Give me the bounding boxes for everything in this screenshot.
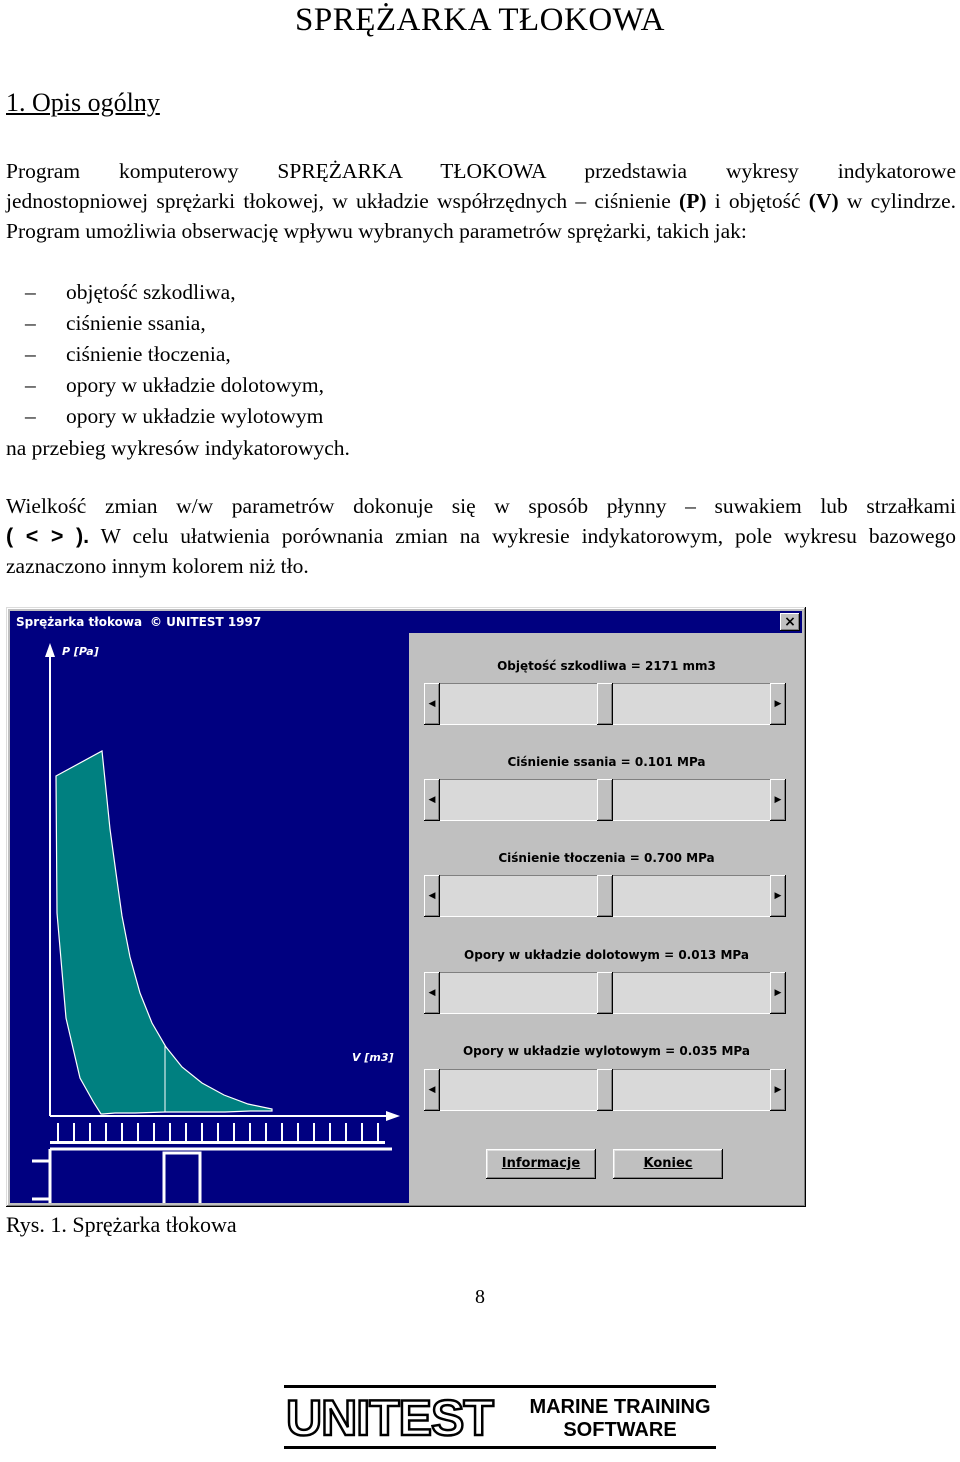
arrow-left-icon[interactable]: ◀ — [424, 683, 440, 725]
cylinder-top-fins — [58, 1123, 378, 1141]
list-item — [6, 370, 324, 401]
x-axis-arrow-icon — [386, 1111, 400, 1121]
page-title: SPRĘŻARKA TŁOKOWA — [294, 2, 665, 38]
list-item-text: ciśnienie tłoczenia, — [66, 342, 231, 366]
inlet-resistance-slider[interactable] — [424, 972, 786, 1014]
base-diagram-fill — [56, 751, 272, 1114]
dash-bullet: – — [25, 404, 36, 428]
logo-subtitle — [522, 1396, 718, 1442]
slider-thumb[interactable] — [597, 683, 613, 725]
arrow-right-icon[interactable]: ▶ — [770, 1069, 786, 1111]
section-heading: 1. Opis ogólny — [6, 88, 160, 117]
list-item — [6, 401, 324, 432]
paragraph-2-body — [6, 521, 956, 581]
list-item-text: opory w układzie dolotowym, — [66, 373, 324, 397]
paragraph-2 — [6, 491, 956, 581]
arrow-right-icon[interactable]: ▶ — [770, 779, 786, 821]
cylinder-top-wall — [50, 1141, 385, 1144]
intro-text-c: w cylindrze. Program umożliwia obserwację wpływu wybranych parametrów sprężarki, takich jak: — [6, 189, 956, 243]
intro-text-a: jednostopniowej sprężarki tłokowej, w układzie współrzędnych – ciśnienie — [6, 189, 680, 213]
suction-pressure-label: Ciśnienie ssania = 0.101 MPa — [507, 755, 706, 769]
paragraph-2-line-1: Wielkość zmian w/w parametrów dokonuje się w sposób płynny – suwakiem lub strzałkami — [6, 494, 956, 518]
window-copyright: © UNITEST 1997 — [150, 615, 262, 629]
parameter-list — [6, 277, 324, 432]
window-title: Sprężarka tłokowa — [16, 615, 143, 629]
inlet-resistance-label: Opory w układzie dolotowym = 0.013 MPa — [464, 948, 749, 962]
unitest-logo: UNITEST — [286, 1390, 493, 1446]
slider-thumb[interactable] — [597, 875, 613, 917]
arrow-left-icon[interactable]: ◀ — [424, 972, 440, 1014]
indicator-diagram-svg — [10, 633, 409, 1203]
close-icon[interactable]: × — [780, 613, 800, 631]
closing-line: na przebieg wykresów indykatorowych. — [6, 436, 350, 460]
list-item — [6, 339, 324, 370]
arrow-right-icon[interactable]: ▶ — [770, 972, 786, 1014]
list-item-text: ciśnienie ssania, — [66, 311, 206, 335]
arrow-right-icon[interactable]: ▶ — [770, 683, 786, 725]
x-axis-label: V [m3] — [352, 1051, 394, 1064]
indicator-diagram — [10, 633, 409, 1203]
list-item — [6, 277, 324, 308]
app-window-screenshot — [6, 607, 806, 1207]
intro-text-b: i objętość — [706, 189, 809, 213]
outlet-resistance-slider[interactable] — [424, 1069, 786, 1111]
controls-panel — [410, 633, 803, 1204]
arrow-left-icon[interactable]: ◀ — [424, 779, 440, 821]
intro-body — [6, 186, 956, 246]
paragraph-2-text: W celu ułatwienia porównania zmian na wykresie indykatorowym, pole wykresu bazowego zaznaczono innym kolorem niż tło. — [6, 524, 956, 578]
arrow-symbols: ( < > ). — [6, 524, 90, 548]
volume-symbol: (V) — [808, 189, 839, 213]
list-item-text: opory w układzie wylotowym — [66, 404, 324, 428]
y-axis-arrow-icon — [45, 643, 55, 657]
dead-volume-slider[interactable] — [424, 683, 786, 725]
pressure-symbol: (P) — [679, 189, 707, 213]
info-button[interactable]: Informacje — [486, 1149, 596, 1179]
intro-line-1: Program komputerowy SPRĘŻARKA TŁOKOWA przedstawia wykresy indykatorowe — [6, 159, 956, 183]
dash-bullet: – — [25, 342, 36, 366]
piston — [164, 1153, 200, 1203]
end-button[interactable]: Koniec — [613, 1149, 723, 1179]
discharge-pressure-label: Ciśnienie tłoczenia = 0.700 MPa — [498, 851, 715, 865]
logo-subtitle-line-2: SOFTWARE — [563, 1419, 677, 1441]
dash-bullet: – — [25, 280, 36, 304]
arrow-left-icon[interactable]: ◀ — [424, 1069, 440, 1111]
arrow-left-icon[interactable]: ◀ — [424, 875, 440, 917]
arrow-right-icon[interactable]: ▶ — [770, 875, 786, 917]
y-axis-label: P [Pa] — [62, 645, 99, 658]
dash-bullet: – — [25, 373, 36, 397]
figure-caption: Rys. 1. Sprężarka tłokowa — [6, 1212, 237, 1237]
footer-rule-top — [284, 1385, 716, 1388]
slider-thumb[interactable] — [597, 779, 613, 821]
window-titlebar — [10, 611, 802, 633]
list-item-text: objętość szkodliwa, — [66, 280, 236, 304]
dash-bullet: – — [25, 311, 36, 335]
footer-rule-bottom — [284, 1446, 716, 1449]
slider-thumb[interactable] — [597, 1069, 613, 1111]
page-number: 8 — [475, 1286, 485, 1308]
logo-subtitle-line-1: MARINE TRAINING — [529, 1396, 711, 1418]
list-item — [6, 308, 324, 339]
dead-volume-label: Objętość szkodliwa = 2171 mm3 — [497, 659, 716, 673]
suction-pressure-slider[interactable] — [424, 779, 786, 821]
outlet-resistance-label: Opory w układzie wylotowym = 0.035 MPa — [462, 1044, 750, 1058]
slider-thumb[interactable] — [597, 972, 613, 1014]
intro-paragraph — [6, 156, 956, 246]
discharge-pressure-slider[interactable] — [424, 875, 786, 917]
